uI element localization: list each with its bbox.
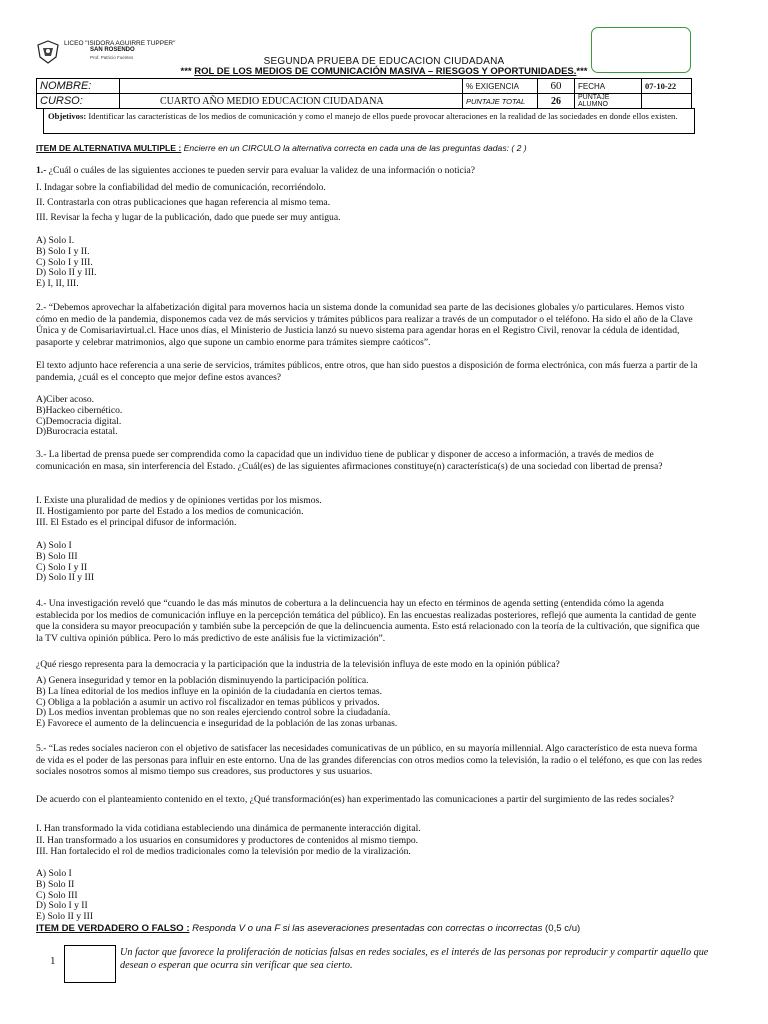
q5-statement: I. Han transformado la vida cotidiana estableciendo una dinámica de permanente interacción digital.: [36, 823, 421, 834]
q1-question: 1.- ¿Cuál o cuáles de las siguientes acciones te pueden servir para evaluar la validez de una información o noticia?: [36, 165, 475, 176]
q1-option[interactable]: E) I, II, III.: [36, 278, 79, 290]
school-name: LICEO "ISIDORA AGUIRRE TUPPER": [64, 40, 176, 47]
q5-options: [36, 869, 93, 923]
q2-question: El texto adjunto hace referencia a una serie de servicios, trámites públicos, entre otros, que han sido puestos a disposición de forma electrónica, con más fuerza a partir de la pandemia, ¿cuál es el concepto que mejor define estos avances?: [36, 360, 698, 383]
puntaje-total-value: 26: [538, 94, 575, 109]
curso-value: CUARTO AÑO MEDIO EDUCACION CIUDADANA: [120, 94, 463, 109]
q4-text: 4.- Una investigación reveló que “cuando le das más minutos de cobertura a la delincuencia hay un efecto en términos de agenda setting (entendida cómo la agenda establecida por los medios de comunicación influye en la percepción temática del público). En las encuestas realizadas posteriores, reflejó que aumenta la cantidad de gente que la considera su mayor preocupación y también sube la percepción de que la delincuencia aumenta. Esto está relacionado con la teoría de la cultivación, que significa que la TV cultiva opinión pública. Pero lo más predictivo de este análisis fue la victimización”.: [36, 598, 700, 644]
q3-option[interactable]: B) Solo III: [36, 550, 78, 562]
fecha-value: 07-10-22: [642, 79, 692, 94]
student-info-table: [36, 78, 692, 109]
q5-statement: II. Han transformado a los usuarios en consumidores y productores de contenidos al mismo tiempo.: [36, 835, 419, 846]
q4-option[interactable]: B) La línea editorial de los medios influye en la opinión de la ciudadanía en ciertos temas.: [36, 685, 383, 697]
q3-option[interactable]: A) Solo I: [36, 540, 72, 551]
section-mc-title: ITEM DE ALTERNATIVA MULTIPLE :: [36, 143, 182, 153]
nombre-field[interactable]: [120, 79, 463, 94]
q2-option[interactable]: B)Hackeo cibernético.: [36, 404, 123, 416]
test-subtitle: *** ROL DE LOS MEDIOS DE COMUNICACIÓN MASIVA – RIESGOS Y OPORTUNIDADES.***: [180, 66, 588, 77]
q5-statement: III. Han fortalecido el rol de medios tradicionales como la televisión por medio de la viralización.: [36, 846, 411, 857]
section-multiple-choice: [36, 143, 527, 153]
q1-options: [36, 236, 96, 290]
q1-option[interactable]: A) Solo I.: [36, 235, 75, 246]
test-title: SEGUNDA PRUEBA DE EDUCACION CIUDADANA: [263, 56, 505, 67]
tf1-answer-box[interactable]: [64, 945, 116, 983]
exigencia-value: 60: [538, 79, 575, 94]
fecha-label: FECHA: [575, 79, 642, 94]
q1-option[interactable]: C) Solo I y III.: [36, 256, 93, 268]
q4-options: [36, 676, 397, 730]
q5-option[interactable]: D) Solo I y II: [36, 900, 88, 912]
q1-statement: II. Contrastarla con otras publicaciones que hagan referencia al mismo tema.: [36, 197, 331, 208]
tf1-statement: Un factor que favorece la proliferación de noticias falsas en redes sociales, es el interés de las personas por reproducir y compartir aquello que desean o esperan que ocurra sin verificar que sea cierto.: [120, 947, 709, 971]
puntaje-total-label: PUNTAJE TOTAL: [463, 94, 538, 109]
q2-text: 2.- “Debemos aprovechar la alfabetización digital para movernos hacia un sistema donde la comunidad sea parte de las decisiones globales y/o particulares. Hemos visto cómo en medio de la pandemia, disponemos cada vez de más servicios y trámites públicos para realizar a través de un computador o el teléfono. Ha sido el año de la Clave Única y de Comisariavirtual.cl. Hace unos días, el Ministerio de Justicia lanzó su nuevo sistema para agendar horas en el Registro Civil, renovar la cédula de identidad, pasaporte y celebrar matrimonios, algo que supone un cambio enorme para trámites siempre caóticos”.: [36, 302, 693, 348]
section-tf-instruction: Responda V o una F si las aseveraciones presentadas con correctas o incorrectas: [189, 923, 546, 934]
objectives-label: Objetivos:: [48, 111, 87, 121]
section-mc-instruction: Encierre en un CIRCULO la alternativa correcta en cada una de las preguntas dadas: ( 2 ): [181, 143, 527, 153]
q5-option[interactable]: C) Solo III: [36, 889, 78, 901]
q2-option[interactable]: C)Democracia digital.: [36, 415, 122, 427]
q5-option[interactable]: A) Solo I: [36, 868, 72, 879]
school-city: SAN ROSENDO: [90, 47, 135, 53]
q5-option[interactable]: E) Solo II y III: [36, 911, 94, 923]
objectives-box: [43, 108, 695, 134]
q3-text: 3.- La libertad de prensa puede ser comprendida como la capacidad que un individuo tiene de publicar y disponer de acceso a información, a través de medios de comunicación en masa, sin interferencia del Estado. ¿Cuál(es) de las siguientes afirmaciones constituye(n) característica(s) de una sociedad con libertad de prensa?: [36, 449, 663, 472]
exigencia-label: % EXIGENCIA: [463, 79, 538, 94]
q4-question: ¿Qué riesgo representa para la democracia y la participación que la industria de la televisión influya de este modo en la opinión pública?: [36, 659, 560, 670]
q2-option[interactable]: D)Burocracia estatal.: [36, 426, 118, 438]
curso-label: CURSO:: [37, 94, 120, 109]
objectives-text: Identificar las características de los medios de comunicación y como el manejo de ellos puede provocar alteraciones en la realidad de las sociedades en donde ellos existen.: [86, 111, 678, 121]
tf1-number: 1: [50, 955, 56, 967]
section-true-false: [36, 923, 580, 934]
q1-statement: III. Revisar la fecha y lugar de la publicación, dado que puede ser muy antigua.: [36, 212, 341, 223]
nombre-label: NOMBRE:: [37, 79, 120, 94]
q1-statement: I. Indagar sobre la confiabilidad del medio de comunicación, recorriéndolo.: [36, 182, 326, 193]
q4-option[interactable]: C) Obliga a la población a asumir un activo rol fiscalizador en temas públicos y privados.: [36, 696, 380, 708]
puntaje-alumno-label: PUNTAJE ALUMNO: [575, 94, 642, 109]
subtitle-text: ROL DE LOS MEDIOS DE COMUNICACIÓN MASIVA – RIESGOS Y OPORTUNIDADES.: [194, 66, 577, 77]
q4-option[interactable]: E) Favorece el aumento de la delincuencia e inseguridad de la población de las zonas urbanas.: [36, 718, 398, 730]
q3-statement: III. El Estado es el principal difusor de información.: [36, 517, 237, 528]
q2-option[interactable]: A)Ciber acoso.: [36, 394, 95, 405]
section-tf-points: (0,5 c/u): [545, 923, 581, 934]
q5-question: De acuerdo con el planteamiento contenido en el texto, ¿Qué transformación(es) han experimentado las comunicaciones a partir del surgimiento de las redes sociales?: [36, 794, 674, 805]
q3-option[interactable]: D) Solo II y III: [36, 572, 95, 584]
q1-option[interactable]: B) Solo I y II.: [36, 245, 90, 257]
q3-statement: I. Existe una pluralidad de medios y de opiniones vertidas por los mismos.: [36, 495, 322, 506]
section-tf-title: ITEM DE VERDADERO O FALSO :: [36, 923, 190, 934]
q3-options: [36, 541, 94, 584]
q4-option[interactable]: D) Los medios inventan problemas que no son reales ejerciendo control sobre la ciudadanía.: [36, 707, 391, 719]
q1-option[interactable]: D) Solo II y III.: [36, 267, 97, 279]
puntaje-alumno-field[interactable]: [642, 94, 692, 109]
q2-options: [36, 395, 122, 438]
q3-option[interactable]: C) Solo I y II: [36, 561, 88, 573]
teacher-name: Prof. Patricio Fuentes: [90, 55, 134, 60]
q4-option[interactable]: A) Genera inseguridad y temor en la población disminuyendo la participación política.: [36, 675, 369, 686]
q3-statement: II. Hostigamiento por parte del Estado a los medios de comunicación.: [36, 506, 304, 517]
q5-text: 5.- “Las redes sociales nacieron con el objetivo de satisfacer las necesidades comunicativas de un público, en su mayoría millennial. Algo característico de esta nueva forma de vida es el poder de las personas para influir en este entorno. Una de las grandes diferencias con otros medios como la televisión, la radio o el teléfono, es que con las redes sociales nosotros somos al mismo tiempo sus creadores, sus productores y sus usuarios.: [36, 743, 703, 777]
q5-option[interactable]: B) Solo II: [36, 878, 75, 890]
